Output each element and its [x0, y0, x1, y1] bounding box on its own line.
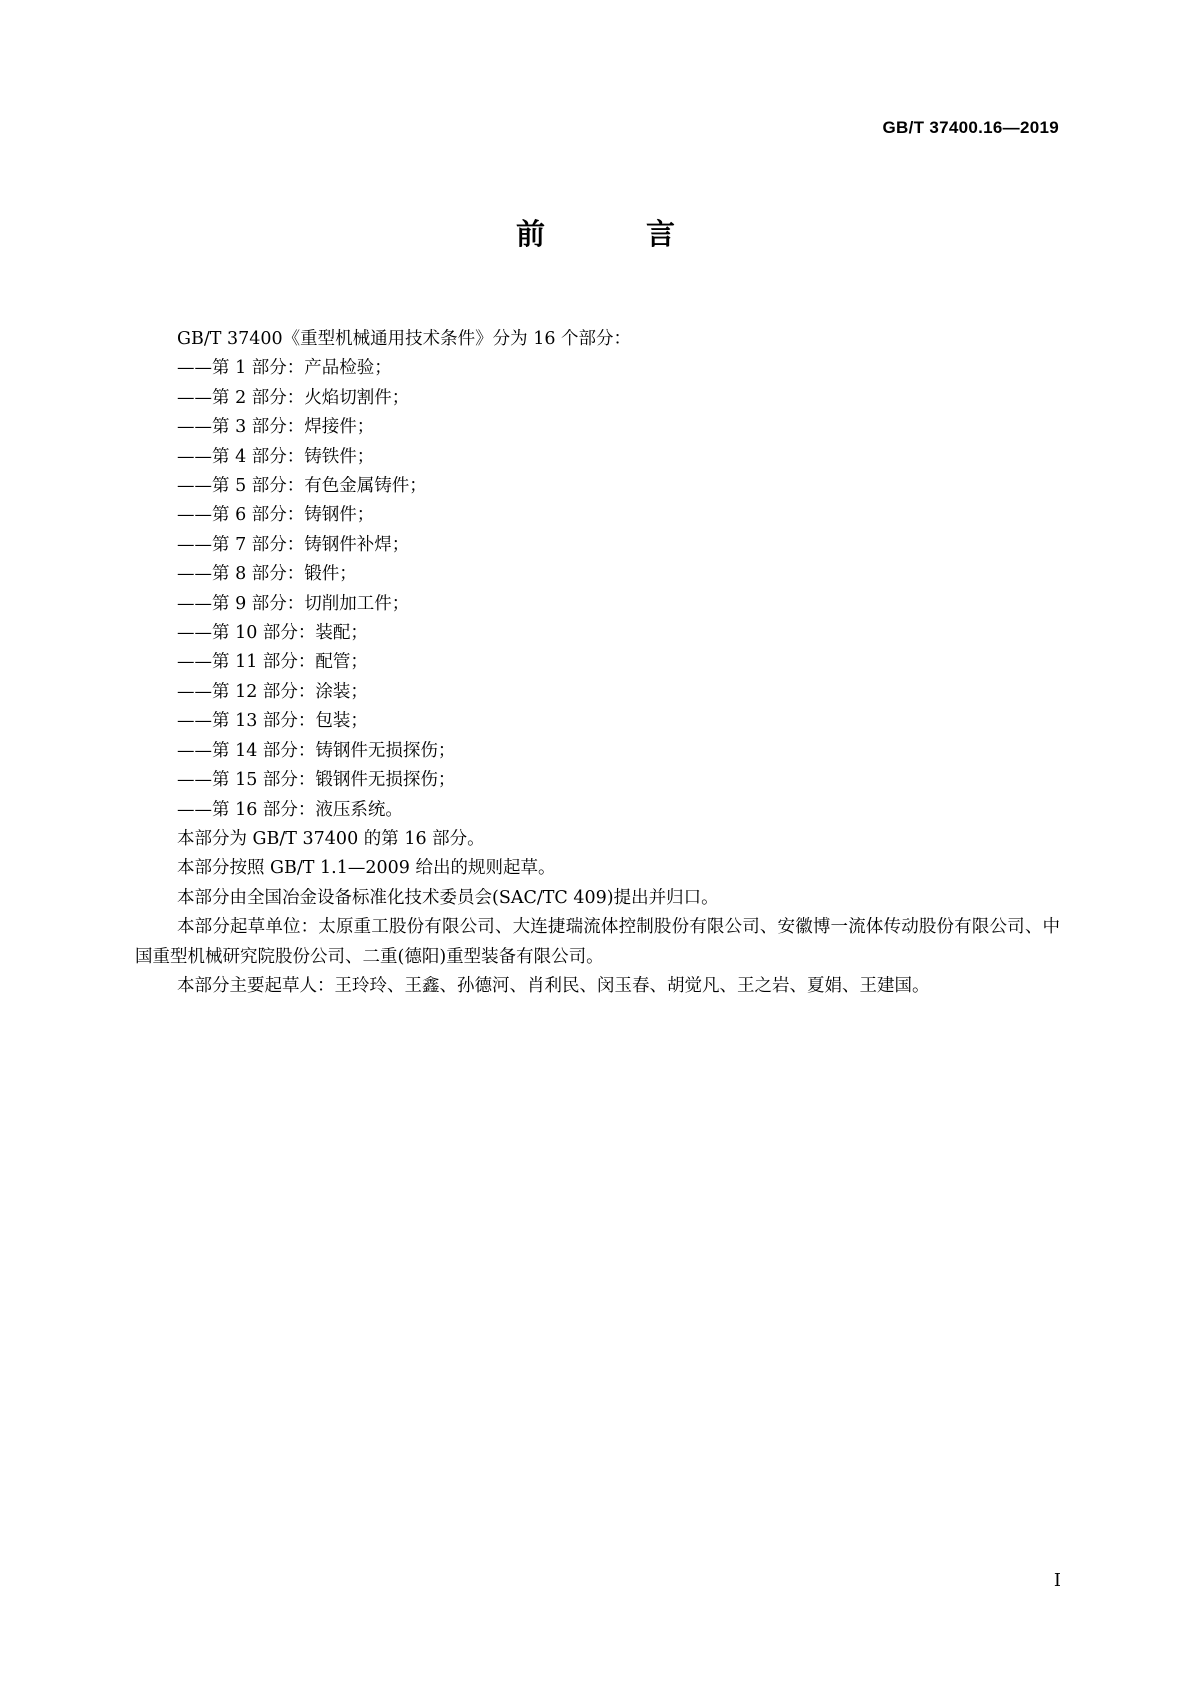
statement-drafting-units: 本部分起草单位：太原重工股份有限公司、大连捷瑞流体控制股份有限公司、安徽博一流体传动股份有限公司、中国重型机械研究院股份公司、二重(德阳)重型装备有限公司。 [135, 917, 1060, 967]
part-item: ——第 10 部分：装配； [177, 623, 368, 644]
standard-code: GB/T 37400.16—2019 [882, 118, 1059, 137]
statement-proposer: 本部分由全国冶金设备标准化技术委员会(SAC/TC 409)提出并归口。 [177, 887, 719, 908]
statement-drafters: 本部分主要起草人：王玲玲、王鑫、孙德河、肖利民、闵玉春、胡觉凡、王之岩、夏娟、王建国。 [177, 975, 930, 996]
part-item: ——第 14 部分：铸钢件无损探伤； [177, 740, 456, 761]
statement-drafting-rules: 本部分按照 GB/T 1.1—2009 给出的规则起草。 [177, 858, 556, 879]
foreword-body [135, 325, 1060, 1001]
page-number: I [1053, 1570, 1061, 1591]
part-item: ——第 8 部分：锻件； [177, 564, 357, 585]
statement-part-number: 本部分为 GB/T 37400 的第 16 部分。 [177, 828, 485, 849]
page-title: 前 言 [515, 217, 711, 251]
intro-line: GB/T 37400《重型机械通用技术条件》分为 16 个部分： [177, 329, 632, 349]
part-item: ——第 16 部分：液压系统。 [177, 799, 403, 820]
part-item: ——第 4 部分：铸铁件； [177, 446, 375, 467]
part-item: ——第 2 部分：火焰切割件； [177, 387, 410, 408]
part-item: ——第 6 部分：铸钢件； [177, 505, 375, 526]
part-item: ——第 12 部分：涂装； [177, 681, 368, 702]
part-item: ——第 1 部分：产品检验； [177, 358, 392, 379]
part-item: ——第 7 部分：铸钢件补焊； [177, 534, 410, 555]
part-item: ——第 9 部分：切削加工件； [177, 593, 410, 614]
part-item: ——第 13 部分：包装； [177, 711, 368, 732]
part-item: ——第 15 部分：锻钢件无损探伤； [177, 770, 456, 791]
part-item: ——第 3 部分：焊接件； [177, 417, 375, 438]
part-item: ——第 11 部分：配管； [177, 652, 368, 673]
part-item: ——第 5 部分：有色金属铸件； [177, 476, 427, 497]
